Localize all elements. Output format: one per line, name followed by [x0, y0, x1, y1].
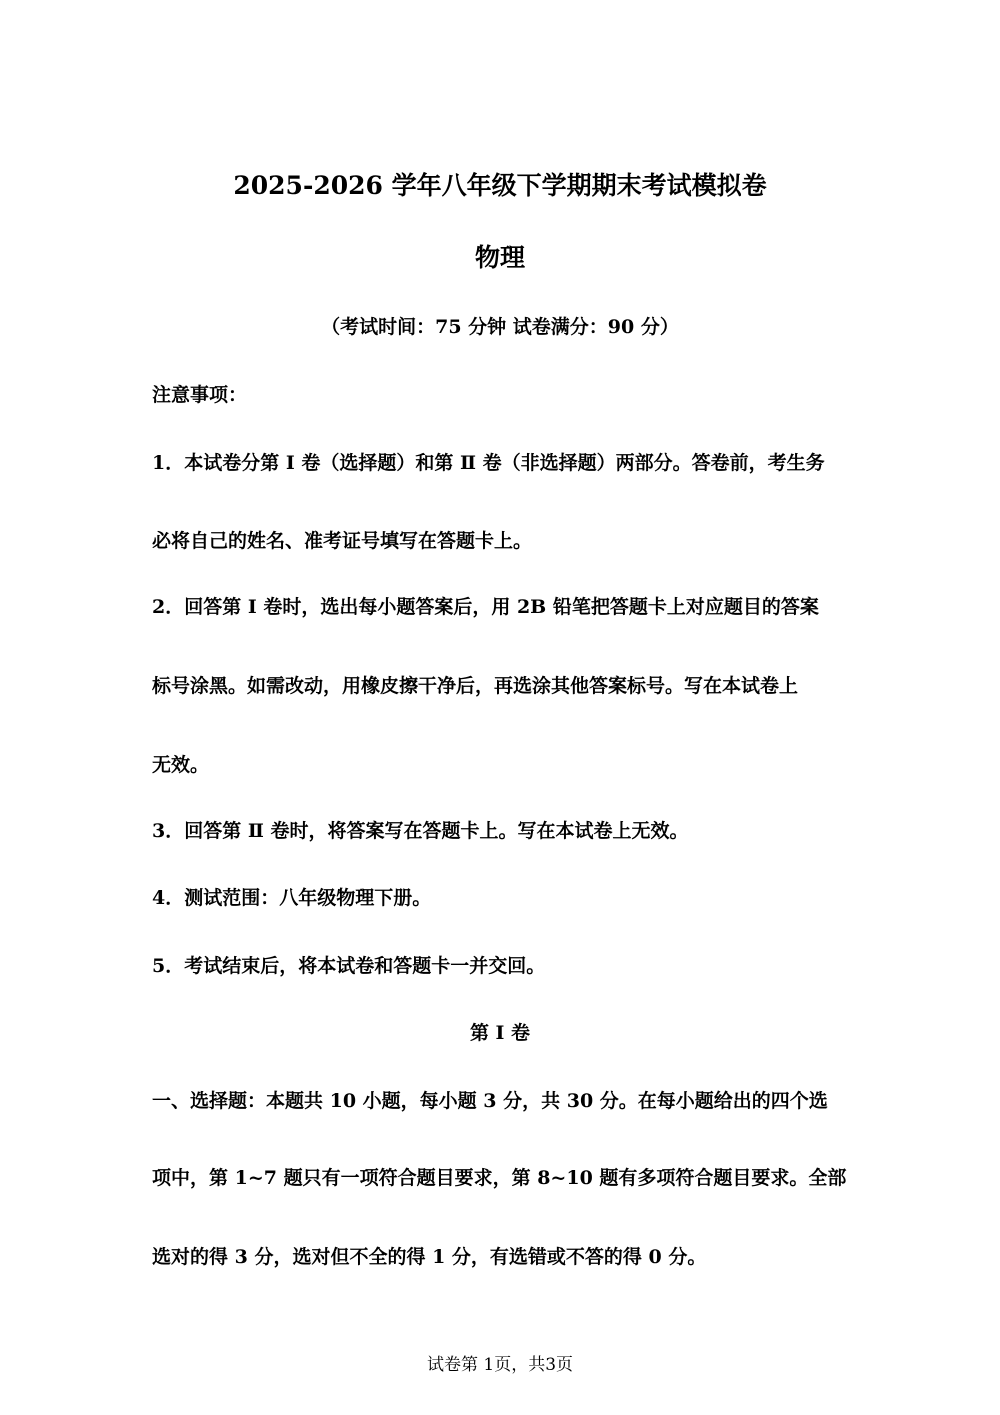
- note-2-line-1: 2．回答第 Ⅰ 卷时，选出每小题答案后，用 2B 铅笔把答题卡上对应题目的答案: [152, 596, 819, 618]
- instructions-line-1: 一、选择题：本题共 10 小题，每小题 3 分，共 30 分。在每小题给出的四个选: [152, 1090, 828, 1112]
- exam-title: 2025-2026 学年八年级下学期期末考试模拟卷: [233, 171, 767, 200]
- instructions-line-2: 项中，第 1~7 题只有一项符合题目要求，第 8~10 题有多项符合题目要求。全部: [152, 1167, 847, 1189]
- note-1-line-1: 1．本试卷分第 Ⅰ 卷（选择题）和第 Ⅱ 卷（非选择题）两部分。答卷前，考生务: [152, 452, 825, 474]
- exam-info: （考试时间：75 分钟 试卷满分：90 分）: [321, 316, 679, 338]
- notes-heading: 注意事项：: [152, 384, 248, 406]
- note-5: 5．考试结束后，将本试卷和答题卡一并交回。: [152, 955, 546, 977]
- page-footer: 试卷第 1页，共3页: [426, 1355, 574, 1375]
- subject-title: 物理: [474, 243, 525, 272]
- note-3: 3．回答第 Ⅱ 卷时，将答案写在答题卡上。写在本试卷上无效。: [152, 820, 689, 842]
- note-4: 4．测试范围：八年级物理下册。: [152, 887, 432, 909]
- section-title: 第 Ⅰ 卷: [469, 1022, 531, 1044]
- note-2-line-2: 标号涂黑。如需改动，用橡皮擦干净后，再选涂其他答案标号。写在本试卷上: [152, 675, 799, 697]
- instructions-line-3: 选对的得 3 分，选对但不全的得 1 分，有选错或不答的得 0 分。: [152, 1246, 707, 1268]
- note-2-line-3: 无效。: [152, 754, 210, 776]
- note-1-line-2: 必将自己的姓名、准考证号填写在答题卡上。: [152, 530, 533, 552]
